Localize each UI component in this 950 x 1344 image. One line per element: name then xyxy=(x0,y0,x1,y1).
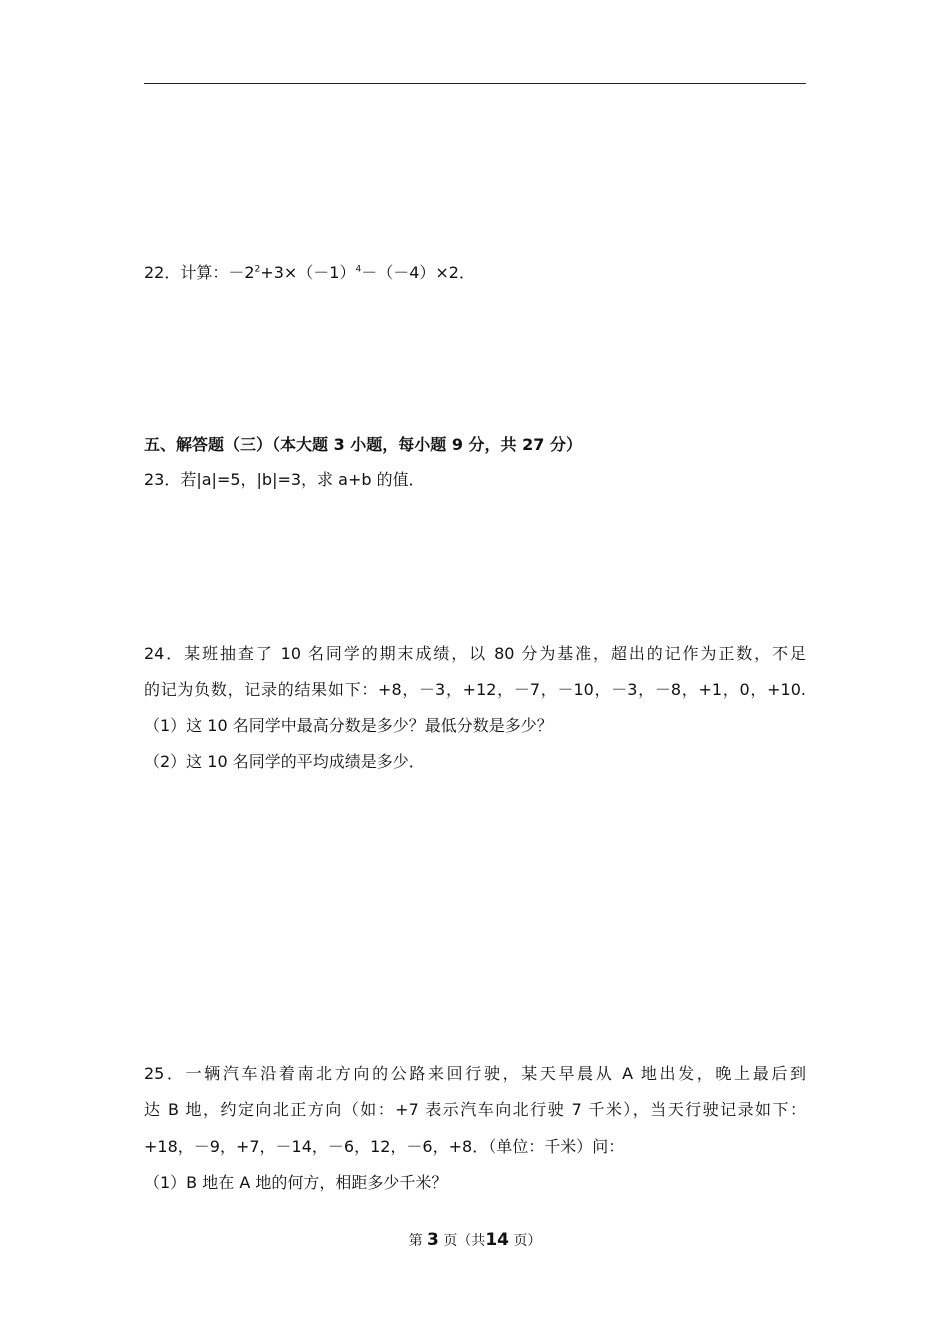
question-24-line-1: 24．某班抽查了 10 名同学的期末成绩，以 80 分为基准，超出的记作为正数，不足 xyxy=(144,644,806,663)
page-footer xyxy=(0,1230,950,1250)
total-pages: 14 xyxy=(485,1230,509,1250)
question-25-part-1: （1）B 地在 A 地的何方，相距多少千米？ xyxy=(144,1173,448,1192)
footer-mid: 页（共 xyxy=(443,1233,486,1249)
question-25-line-2: 达 B 地，约定向北正方向（如：+7 表示汽车向北行驶 7 千米），当天行驶记录如下： xyxy=(144,1100,806,1119)
header-rule xyxy=(144,83,806,84)
footer-prefix: 第 xyxy=(408,1233,423,1249)
q22-text-mid: +3×（－1） xyxy=(260,263,356,282)
question-24-part-2: （2）这 10 名同学的平均成绩是多少． xyxy=(144,752,425,771)
q22-exponent-2: 4 xyxy=(355,264,362,275)
question-24-part-1: （1）这 10 名同学中最高分数是多少？最低分数是多少？ xyxy=(144,716,553,735)
question-25-line-3: +18，－9，+7，－14，－6，12，－6，+8．（单位：千米）问： xyxy=(144,1137,625,1156)
question-22 xyxy=(144,263,475,283)
question-23: 23．若|a|=5，|b|=3，求 a+b 的值． xyxy=(144,470,425,489)
question-24-line-2: 的记为负数，记录的结果如下：+8，－3，+12，－7，－10，－3，－8，+1，0，+10. xyxy=(144,680,806,699)
q22-text-prefix: 22．计算：－2 xyxy=(144,263,255,282)
footer-suffix: 页） xyxy=(513,1233,542,1249)
question-25-line-1: 25．一辆汽车沿着南北方向的公路来回行驶，某天早晨从 A 地出发，晚上最后到 xyxy=(144,1064,806,1083)
q22-exponent-1: 2 xyxy=(254,264,261,275)
page-number: 3 xyxy=(427,1230,439,1250)
q22-text-suffix: －（－4）×2． xyxy=(361,263,475,282)
section-5-heading: 五、解答题（三）（本大题 3 小题，每小题 9 分，共 27 分） xyxy=(144,435,582,454)
